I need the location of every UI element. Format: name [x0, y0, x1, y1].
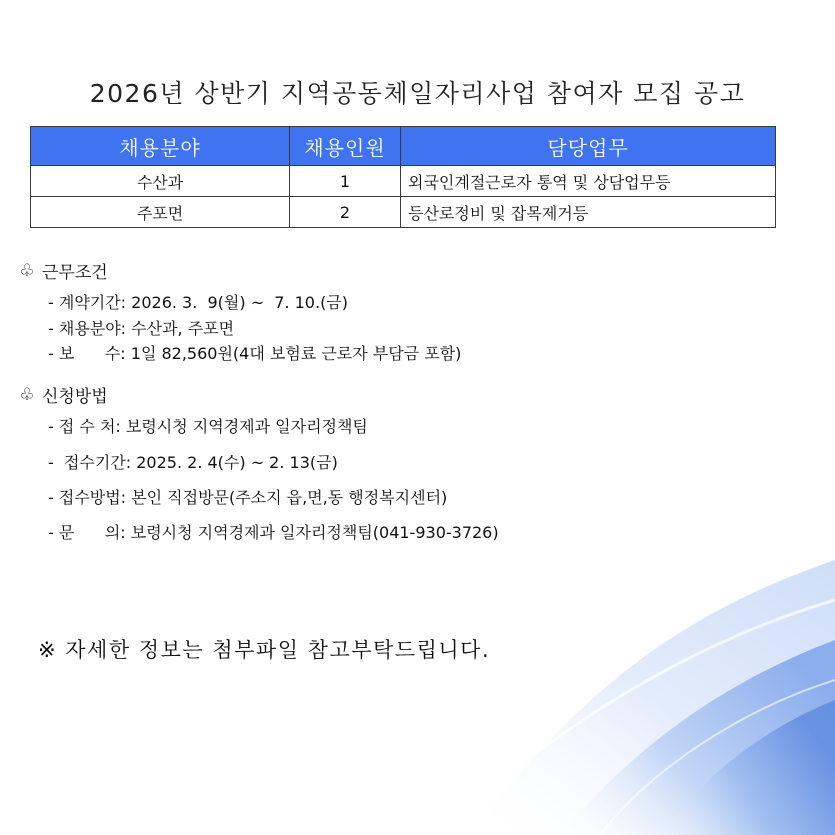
reception-period: - 접수기간: 2025. 2. 4(수) ~ 2. 13(금) [48, 453, 338, 472]
inquiry-contact: - 문 의: 보령시청 지역경제과 일자리정책팀(041-930-3726) [48, 523, 499, 542]
application-heading [18, 382, 108, 407]
header-count: 채용인원 [290, 127, 401, 166]
attachment-notice: ※ 자세한 정보는 첨부파일 참고부탁드립니다. [38, 638, 491, 662]
cell-field: 주포면 [31, 197, 290, 228]
contract-period: - 계약기간: 2026. 3. 9(월) ~ 7. 10.(금) [48, 293, 349, 312]
recruit-field: - 채용분야: 수산과, 주포면 [48, 319, 235, 338]
header-field: 채용분야 [31, 127, 290, 166]
work-conditions-heading [18, 258, 108, 283]
clover-icon: ♧ [19, 384, 35, 405]
section-title: 근무조건 [42, 263, 108, 283]
cell-count: 1 [290, 166, 401, 197]
page-title: 2026년 상반기 지역공동체일자리사업 참여자 모집 공고 [89, 79, 746, 108]
reception-office: - 접 수 처: 보령시청 지역경제과 일자리정책팀 [48, 417, 368, 436]
salary: - 보 수: 1일 82,560원(4대 보험료 근로자 부담금 포함) [48, 344, 462, 363]
table-row [31, 166, 776, 197]
section-title: 신청방법 [42, 387, 108, 407]
reception-method: - 접수방법: 본인 직접방문(주소지 읍,면,동 행정복지센터) [48, 488, 448, 507]
recruitment-table [30, 126, 776, 228]
table-header-row [31, 127, 776, 166]
clover-icon: ♧ [19, 260, 35, 281]
header-duty: 담당업무 [401, 127, 776, 166]
table-row [31, 197, 776, 228]
cell-duty: 외국인계절근로자 통역 및 상담업무등 [401, 166, 776, 197]
cell-count: 2 [290, 197, 401, 228]
cell-field: 수산과 [31, 166, 290, 197]
cell-duty: 등산로정비 및 잡목제거등 [401, 197, 776, 228]
